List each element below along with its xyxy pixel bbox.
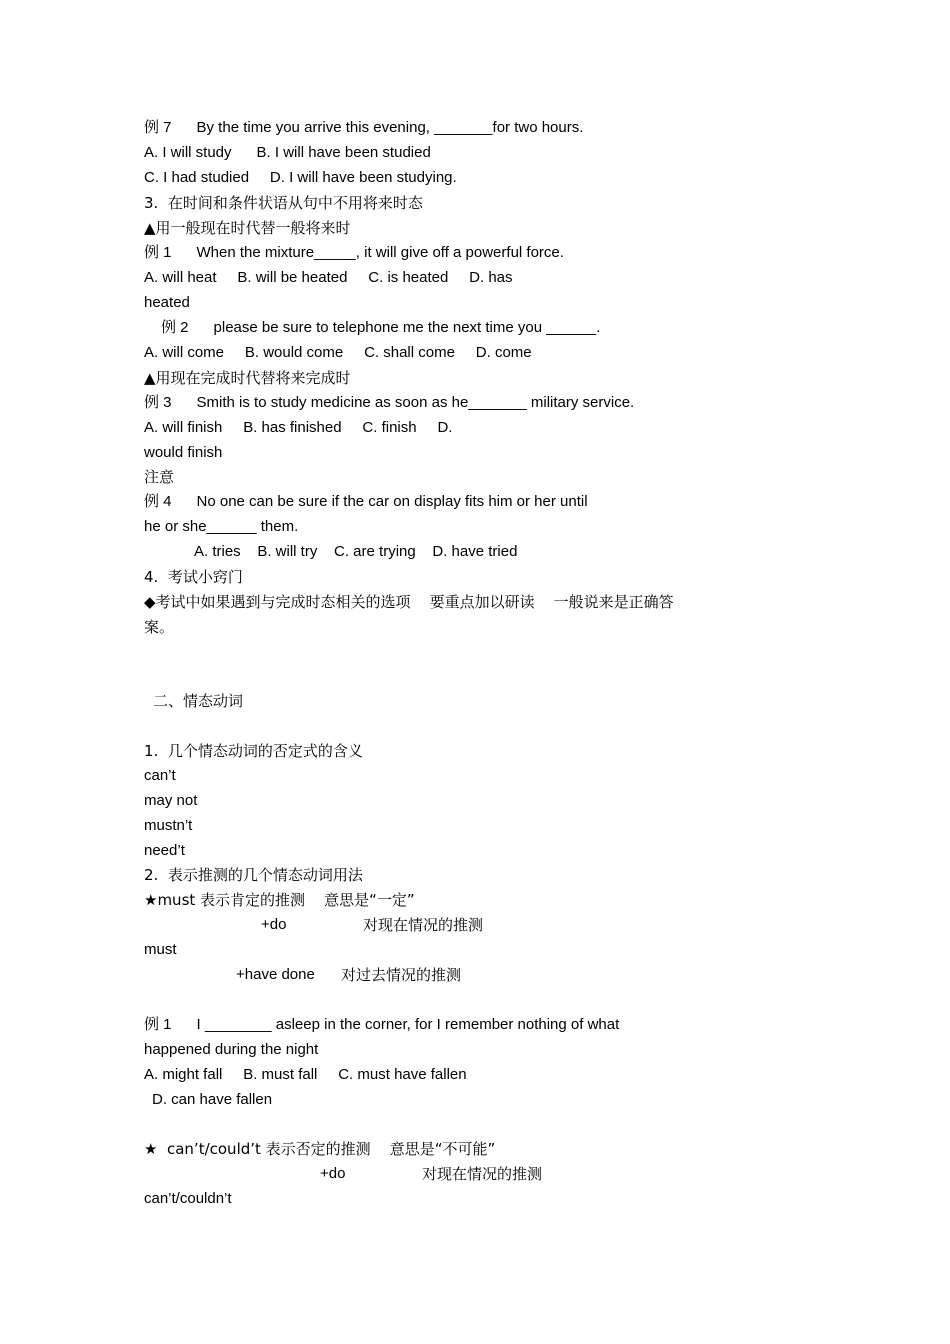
example-1-question: 例 1 When the mixture_____, it will give off a powerful force.: [144, 244, 564, 261]
modal-example-1-question: 例 1 I ________ asleep in the corner, for I remember nothing of what: [144, 1016, 620, 1033]
must-plus-do: +do: [261, 916, 287, 933]
section-3-heading: 3. 在时间和条件状语从句中不用将来时态: [144, 194, 423, 212]
example-2-options: A. will come B. would come C. shall come D. come: [144, 344, 532, 361]
section-4-heading: 4. 考试小窍门: [144, 568, 243, 586]
example-7-options-cd: C. I had studied D. I will have been studying.: [144, 169, 457, 186]
must-rule: ★must 表示肯定的推测 意思是“一定”: [144, 891, 415, 909]
example-7-question: 例 7 By the time you arrive this evening, _______for two hours.: [144, 119, 584, 136]
cant-plus-do: +do: [320, 1165, 346, 1182]
cant-present-meaning: 对现在情况的推测: [422, 1165, 543, 1183]
modal-example-1-options-abc: A. might fall B. must fall C. must have fallen: [144, 1066, 467, 1083]
example-7-options-ab: A. I will study B. I will have been studied: [144, 144, 431, 161]
modal-example-1-question-wrap: happened during the night: [144, 1041, 319, 1058]
modal-may-not: may not: [144, 792, 198, 809]
exam-tip-line-wrap: 案。: [144, 618, 175, 636]
example-3-options: A. will finish B. has finished C. finish D.: [144, 419, 453, 436]
part-2-heading: 二、情态动词: [153, 692, 244, 710]
example-4-question: 例 4 No one can be sure if the car on display fits him or her until: [144, 493, 588, 510]
example-1-options: A. will heat B. will be heated C. is heated D. has: [144, 269, 513, 286]
rule-present-perfect: ▲用现在完成时代替将来完成时: [144, 369, 351, 387]
exam-tip-line: ◆考试中如果遇到与完成时态相关的选项 要重点加以研读 一般说来是正确答: [144, 593, 674, 611]
example-4-options: A. tries B. will try C. are trying D. have tried: [194, 543, 518, 560]
rule-present-for-future: ▲用一般现在时代替一般将来时: [144, 219, 351, 237]
example-4-question-wrap: he or she______ them.: [144, 518, 299, 535]
must-present-meaning: 对现在情况的推测: [363, 916, 484, 934]
modal-example-1-option-d: D. can have fallen: [152, 1091, 273, 1108]
cant-rule: ★ can’t/could’t 表示否定的推测 意思是“不可能”: [144, 1140, 496, 1158]
note-label: 注意: [144, 468, 175, 486]
must-past-meaning: 对过去情况的推测: [341, 966, 462, 984]
cant-couldnt-label: can’t/couldn’t: [144, 1190, 232, 1207]
modal-cant: can’t: [144, 767, 176, 784]
modal-needt: need’t: [144, 842, 185, 859]
must-plus-have-done: +have done: [236, 966, 315, 983]
speculation-heading: 2. 表示推测的几个情态动词用法: [144, 866, 363, 884]
modal-mustnt: mustn’t: [144, 817, 193, 834]
example-3-options-wrap: would finish: [144, 444, 223, 461]
modal-negatives-heading: 1. 几个情态动词的否定式的含义: [144, 742, 363, 760]
example-1-options-wrap: heated: [144, 294, 190, 311]
example-3-question: 例 3 Smith is to study medicine as soon as he_______ military service.: [144, 394, 635, 411]
must-label: must: [144, 941, 177, 958]
example-2-question: 例 2 please be sure to telephone me the next time you ______.: [161, 319, 601, 336]
